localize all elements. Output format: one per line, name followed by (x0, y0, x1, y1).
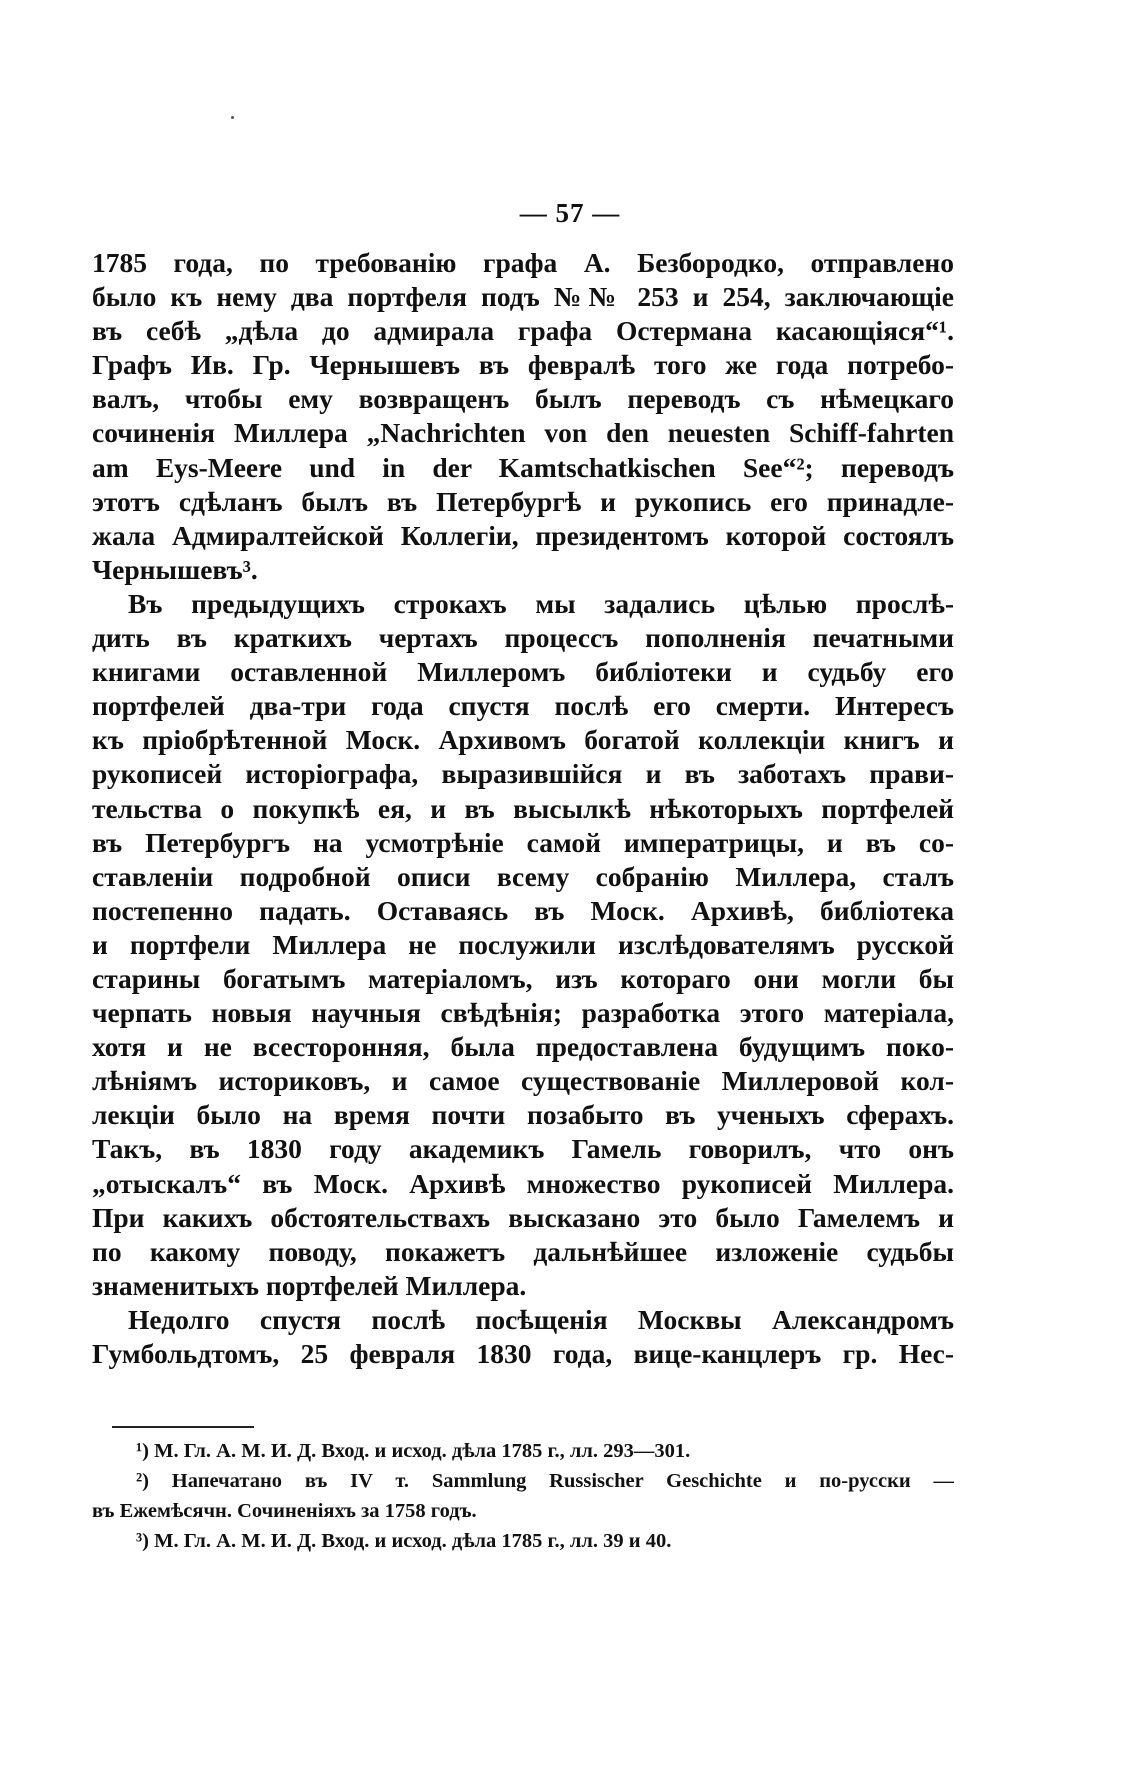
speck-mark (231, 116, 234, 119)
footnote-line: ³) М. Гл. А. М. И. Д. Вход. и исход. дѣла 1785 г., лл. 39 и 40. (136, 1530, 672, 1552)
text-line: 1785 года, по требованію графа А. Безбородко, отправлено (92, 247, 954, 278)
page-number: — 57 — (519, 198, 621, 228)
text-line: знаменитыхъ портфелей Миллера. (92, 1269, 527, 1301)
text-line: черпать новыя научныя свѣдѣнія; разработка этого матеріала, (92, 997, 954, 1029)
text-line: Недолго спустя послѣ посѣщенія Москвы Александромъ (128, 1303, 954, 1335)
text-line: сочиненія Миллера „Nachrichten von den neuesten Schiff-fahrten (92, 417, 954, 449)
text-line: лѣніямъ историковъ, и самое существованіе Миллеровой кол- (92, 1065, 954, 1097)
text-line: лекціи было на время почти позабыто въ ученыхъ сферахъ. (92, 1099, 954, 1131)
footnote-divider (112, 1426, 254, 1428)
text-line: „отыскалъ“ въ Моск. Архивѣ множество рукописей Миллера. (92, 1167, 954, 1199)
text-line: жала Адмиралтейской Коллегіи, президентомъ которой состоялъ (92, 519, 954, 551)
text-line: рукописей исторіографа, выразившійся и въ заботахъ прави- (92, 758, 954, 790)
text-line: и портфели Миллера не послужили изслѣдователямъ русской (92, 928, 954, 960)
footnotes (92, 1436, 954, 1556)
text-line: въ себѣ „дѣла до адмирала графа Остермана касающіяся“¹. (92, 315, 954, 347)
body-text (92, 246, 954, 1371)
text-line: При какихъ обстоятельствахъ высказано это было Гамелемъ и (92, 1201, 954, 1233)
footnote-line: ²) Напечатано въ IV т. Sammlung Russischer Geschichte и по-русски — (136, 1470, 954, 1492)
text-line: по какому поводу, покажетъ дальнѣйшее изложеніе судьбы (92, 1235, 954, 1267)
footnote-line: ¹) М. Гл. А. М. И. Д. Вход. и исход. дѣла 1785 г., лл. 293—301. (136, 1440, 691, 1462)
text-line: валъ, чтобы ему возвращенъ былъ переводъ съ нѣмецкаго (92, 383, 954, 415)
text-line: Гумбольдтомъ, 25 февраля 1830 года, вице-канцлеръ гр. Нес- (92, 1338, 954, 1369)
text-line: старины богатымъ матеріаломъ, изъ котораго они могли бы (92, 962, 954, 994)
text-line: портфелей два-три года спустя послѣ его смерти. Интересъ (92, 690, 954, 722)
text-line: Такъ, въ 1830 году академикъ Гамель говорилъ, что онъ (92, 1133, 954, 1165)
text-line: Чернышевъ³. (92, 553, 258, 585)
text-line: ставленіи подробной описи всему собранію Миллера, сталъ (92, 860, 954, 892)
text-line: этотъ сдѣланъ былъ въ Петербургѣ и рукопись его принадле- (92, 485, 954, 517)
text-line: хотя и не всесторонняя, была предоставлена будущимъ поко- (92, 1031, 954, 1063)
text-line: am Eys-Meere und in der Kamtschatkischen See“²; переводъ (92, 451, 954, 483)
text-line: къ пріобрѣтенной Моск. Архивомъ богатой коллекціи книгъ и (92, 724, 954, 756)
text-line: книгами оставленной Миллеромъ библіотеки и судьбу его (92, 656, 954, 688)
footnote-line: въ Ежемѣсячн. Сочиненіяхъ за 1758 годъ. (92, 1500, 477, 1522)
text-line: въ Петербургъ на усмотрѣніе самой императрицы, и въ со- (92, 826, 954, 858)
text-line: тельства о покупкѣ ея, и въ высылкѣ нѣкоторыхъ портфелей (92, 792, 954, 824)
text-line: постепенно падать. Оставаясь въ Моск. Архивѣ, библіотека (92, 894, 954, 926)
text-line: дить въ краткихъ чертахъ процессъ пополненія печатными (92, 622, 954, 654)
text-line: было къ нему два портфеля подъ №№ 253 и 254, заключающіе (92, 281, 954, 313)
text-line: Въ предыдущихъ строкахъ мы задались цѣлью прослѣ- (128, 587, 954, 619)
text-line: Графъ Ив. Гр. Чернышевъ въ февралѣ того же года потребо- (92, 349, 954, 381)
